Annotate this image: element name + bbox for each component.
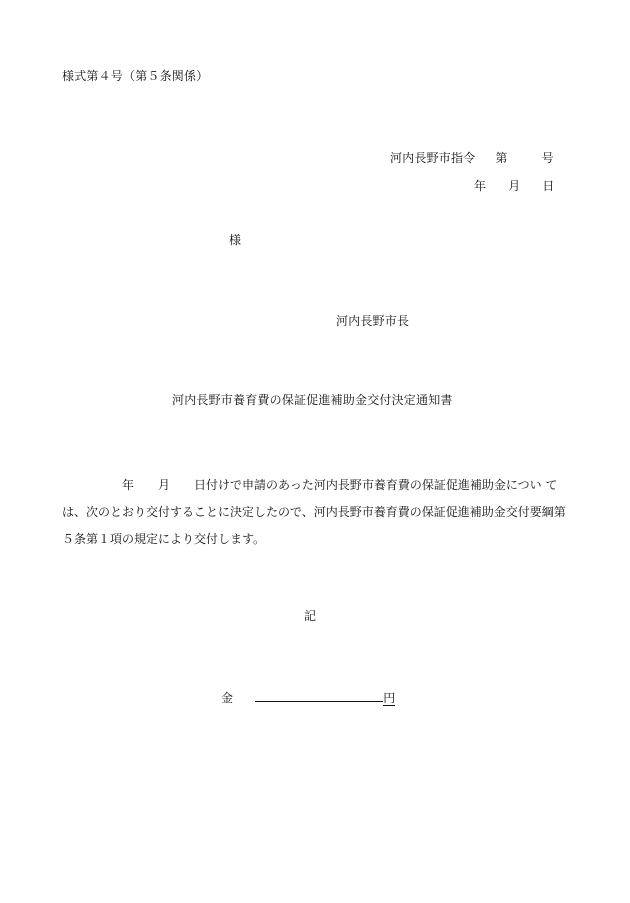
body-paragraph [62, 472, 566, 553]
dai-label: 第 [495, 151, 508, 165]
sender-name: 河内長野市長 [336, 314, 410, 328]
ki-heading: 記 [304, 609, 317, 623]
body-line-1 [62, 472, 562, 499]
addressee-suffix: 様 [229, 233, 242, 247]
amount-blank-line [255, 688, 383, 702]
amount-label: 金 [221, 691, 234, 705]
issuer-prefix: 河内長野市指令 [390, 151, 476, 165]
body-line-3: ５条第１項の規定により交付します。 [62, 532, 266, 546]
amount-row [221, 688, 395, 706]
notice-number-line [390, 150, 554, 166]
month-label: 月 [508, 179, 521, 193]
yen-unit: 円 [383, 691, 396, 705]
document-title: 河内長野市養育費の保証促進補助金交付決定通知書 [172, 393, 453, 407]
body-line-2: は、次のとおり交付することに決定したので、河内長野市養育費の保証促進補助金交付要綱第 [62, 505, 566, 519]
day-label: 日 [542, 179, 555, 193]
issue-date-line [474, 178, 555, 194]
body-month-label: 月 [158, 478, 171, 492]
body-line-1-text: 日付けで申請のあった河内長野市養育費の保証促進補助金につい て [194, 478, 558, 492]
form-number: 様式第４号（第５条関係） [62, 69, 209, 83]
go-label: 号 [541, 151, 554, 165]
body-year-label: 年 [122, 478, 135, 492]
year-label: 年 [474, 179, 487, 193]
